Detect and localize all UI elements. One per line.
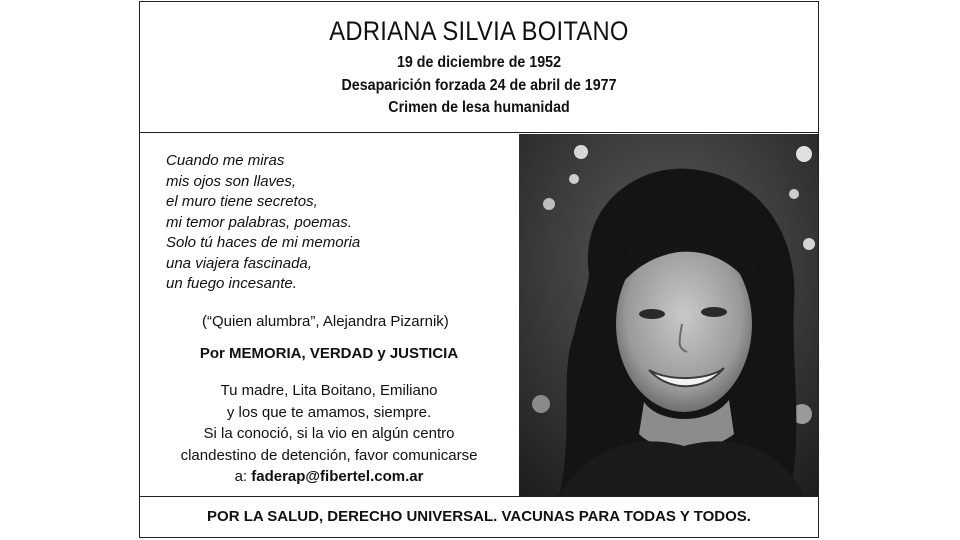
poem-attribution: (“Quien alumbra”, Alejandra Pizarnik) [202,313,449,330]
family-line: y los que te amamos, siempre. [226,403,432,421]
family-line: clandestino de detención, favor comunicarse [180,446,478,464]
motto: Por MEMORIA, VERDAD y JUSTICIA [199,345,459,362]
poem-line: un fuego incesante. [166,275,297,292]
family-line: Tu madre, Lita Boitano, Emiliano [220,382,438,399]
poem-line: Solo tú haces de mi memoria [166,234,361,251]
notice-frame [139,1,819,538]
poem-line: Cuando me miras [166,152,285,169]
family-message [140,380,518,488]
dates-block [140,52,818,120]
poem [166,151,360,295]
birth-date: 19 de diciembre de 1952 [396,54,562,71]
footer-slogan: POR LA SALUD, DERECHO UNIVERSAL. VACUNAS PARA TODAS Y TODOS. [207,508,751,525]
poem-line: una viajera fascinada, [166,254,312,272]
email-prefix: a: [234,468,252,485]
contact-line [140,466,518,488]
portrait-photo [519,134,818,496]
poem-line: mi temor palabras, poemas. [166,213,352,231]
disappearance-date: Desaparición forzada 24 de abril de 1977 [341,76,617,94]
notice-body [140,133,818,496]
person-name: ADRIANA SILVIA BOITANO [329,16,629,46]
portrait-image [519,134,818,496]
notice-footer [140,496,818,536]
poem-line: mis ojos son llaves, [166,172,297,190]
notice-header [140,2,818,133]
crime-label: Crimen de lesa humanidad [388,99,570,116]
family-line: Si la conoció, si la vio en algún centro [203,425,455,442]
contact-email[interactable]: faderap@fibertel.com.ar [251,468,424,485]
poem-line: el muro tiene secretos, [166,193,318,210]
